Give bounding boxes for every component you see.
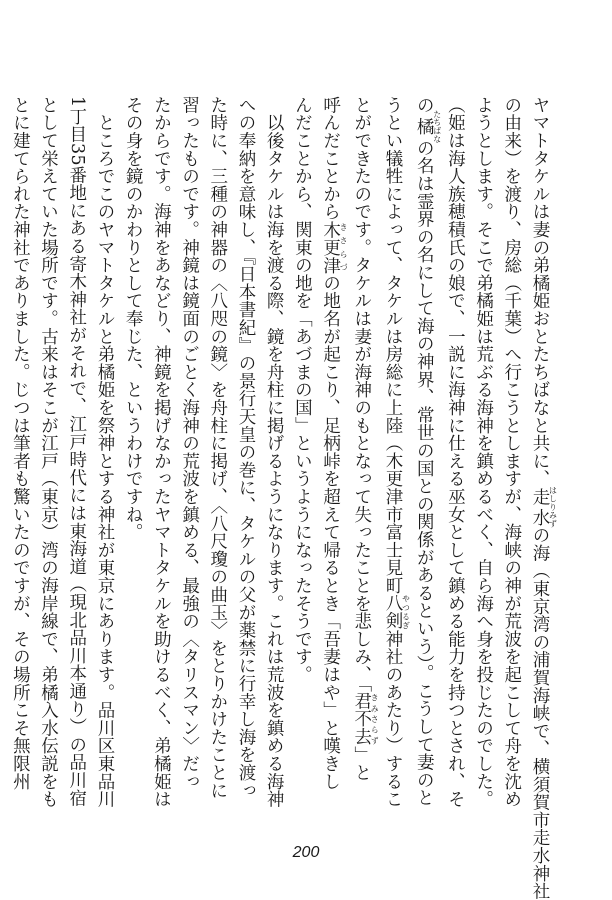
text-line: その身を鏡のかわりとして奉じた、というわけですね。 xyxy=(123,96,144,541)
text-line: たからです。海神をあなどり、神鏡を掲げなかったヤマトタケルを助けるべく、弟橘姫は xyxy=(151,96,172,808)
text-line: んだことから、関東の地を「あづまの国」というようになったそうです。 xyxy=(292,96,313,684)
text-line: への奉納を意味し、『日本書紀』の景行天皇の巻に、タケルの父が薬禁に行幸し海を渡っ xyxy=(235,96,256,800)
furigana-word: 橘たちばな xyxy=(414,109,442,144)
text-line: うとい犠牲によって、タケルは房総に上陸（木更津市富士見町八剣やつるぎ神社のあたり）するこ xyxy=(382,96,411,809)
furigana-reading: やつるぎ xyxy=(401,594,411,631)
text-line: として栄えていた場所です。古来はそこが江戸（東京）湾の海岸線で、弟橘入水伝説をも xyxy=(38,96,59,808)
furigana-word: 木更津きさらづ xyxy=(320,220,349,275)
text-line: とができたのです。タケルは妻が海神のもとなって失ったことを悲しみ、「君不去きみさらず」と xyxy=(351,96,380,782)
text-line: の橘たちばなの名は霊界の名にして海の神界、常世の国との関係があるという）。こうして妻のと xyxy=(414,96,442,807)
text-line: 習ったものです。神鏡は鏡面のごとく海神の荒波を鎮める、最強の〈タリスマン〉だっ xyxy=(179,96,200,791)
furigana-reading: きみさらず xyxy=(370,692,380,746)
page-number: 200 xyxy=(292,844,320,861)
vertical-text-block xyxy=(10,96,558,900)
text-line: ところでこのヤマトタケルと弟橘姫を祭神とする神社が東京にあります。品川区東品川 xyxy=(94,96,115,808)
furigana-word: 八剣やつるぎ xyxy=(382,594,411,631)
text-line: 呼んだことから木更津きさらづの地名が起こり、足柄峠を超えて帰るとき「吾妻はや」と嘆きし xyxy=(320,96,349,791)
text-line: の由来）を渡り、房総（千葉）へ行こうとしますが、海峡の神が荒波を起こして舟を沈め xyxy=(501,96,522,808)
text-line: 以後タケルは海を渡る際、鏡を舟柱に掲げるようになります。これは荒波を鎮める海神 xyxy=(264,96,285,808)
text-line: とに建てられた神社でありました。じつは筆者も驚いたのですが、その場所こそ無限州 xyxy=(10,96,31,791)
text-line: 1丁目35番地にある寄木神社がそれで、江戸時代には東海道（現北品川本通り）の品川宿 xyxy=(66,96,87,807)
text-line: ようとします。そこで弟橘姫は荒ぶる海神を鎮めるべく、自ら海へ身を投じたのでした。 xyxy=(473,96,494,808)
text-line: （姫は海人族穂積氏の娘で、一説に海神に仕える巫女として鎮める能力を持つとされ、そ xyxy=(445,96,466,808)
furigana-reading: きさらづ xyxy=(339,220,349,274)
furigana-word: 君不去きみさらず xyxy=(351,692,380,746)
furigana-reading: たちばな xyxy=(432,109,442,144)
text-line: た時に、三種の神器の〈八咫の鏡〉を舟柱に掲げ、〈八尺瓊の曲玉〉をとりかけたことに xyxy=(207,96,228,800)
furigana-word: 走水はしりみず xyxy=(530,486,558,528)
furigana-reading: はしりみず xyxy=(548,486,558,528)
text-line: ヤマトタケルは妻の弟橘姫おとたちばなと共に、走水はしりみずの海（東京湾の浦賀海峡で、横須賀市走水神社 xyxy=(530,96,558,900)
